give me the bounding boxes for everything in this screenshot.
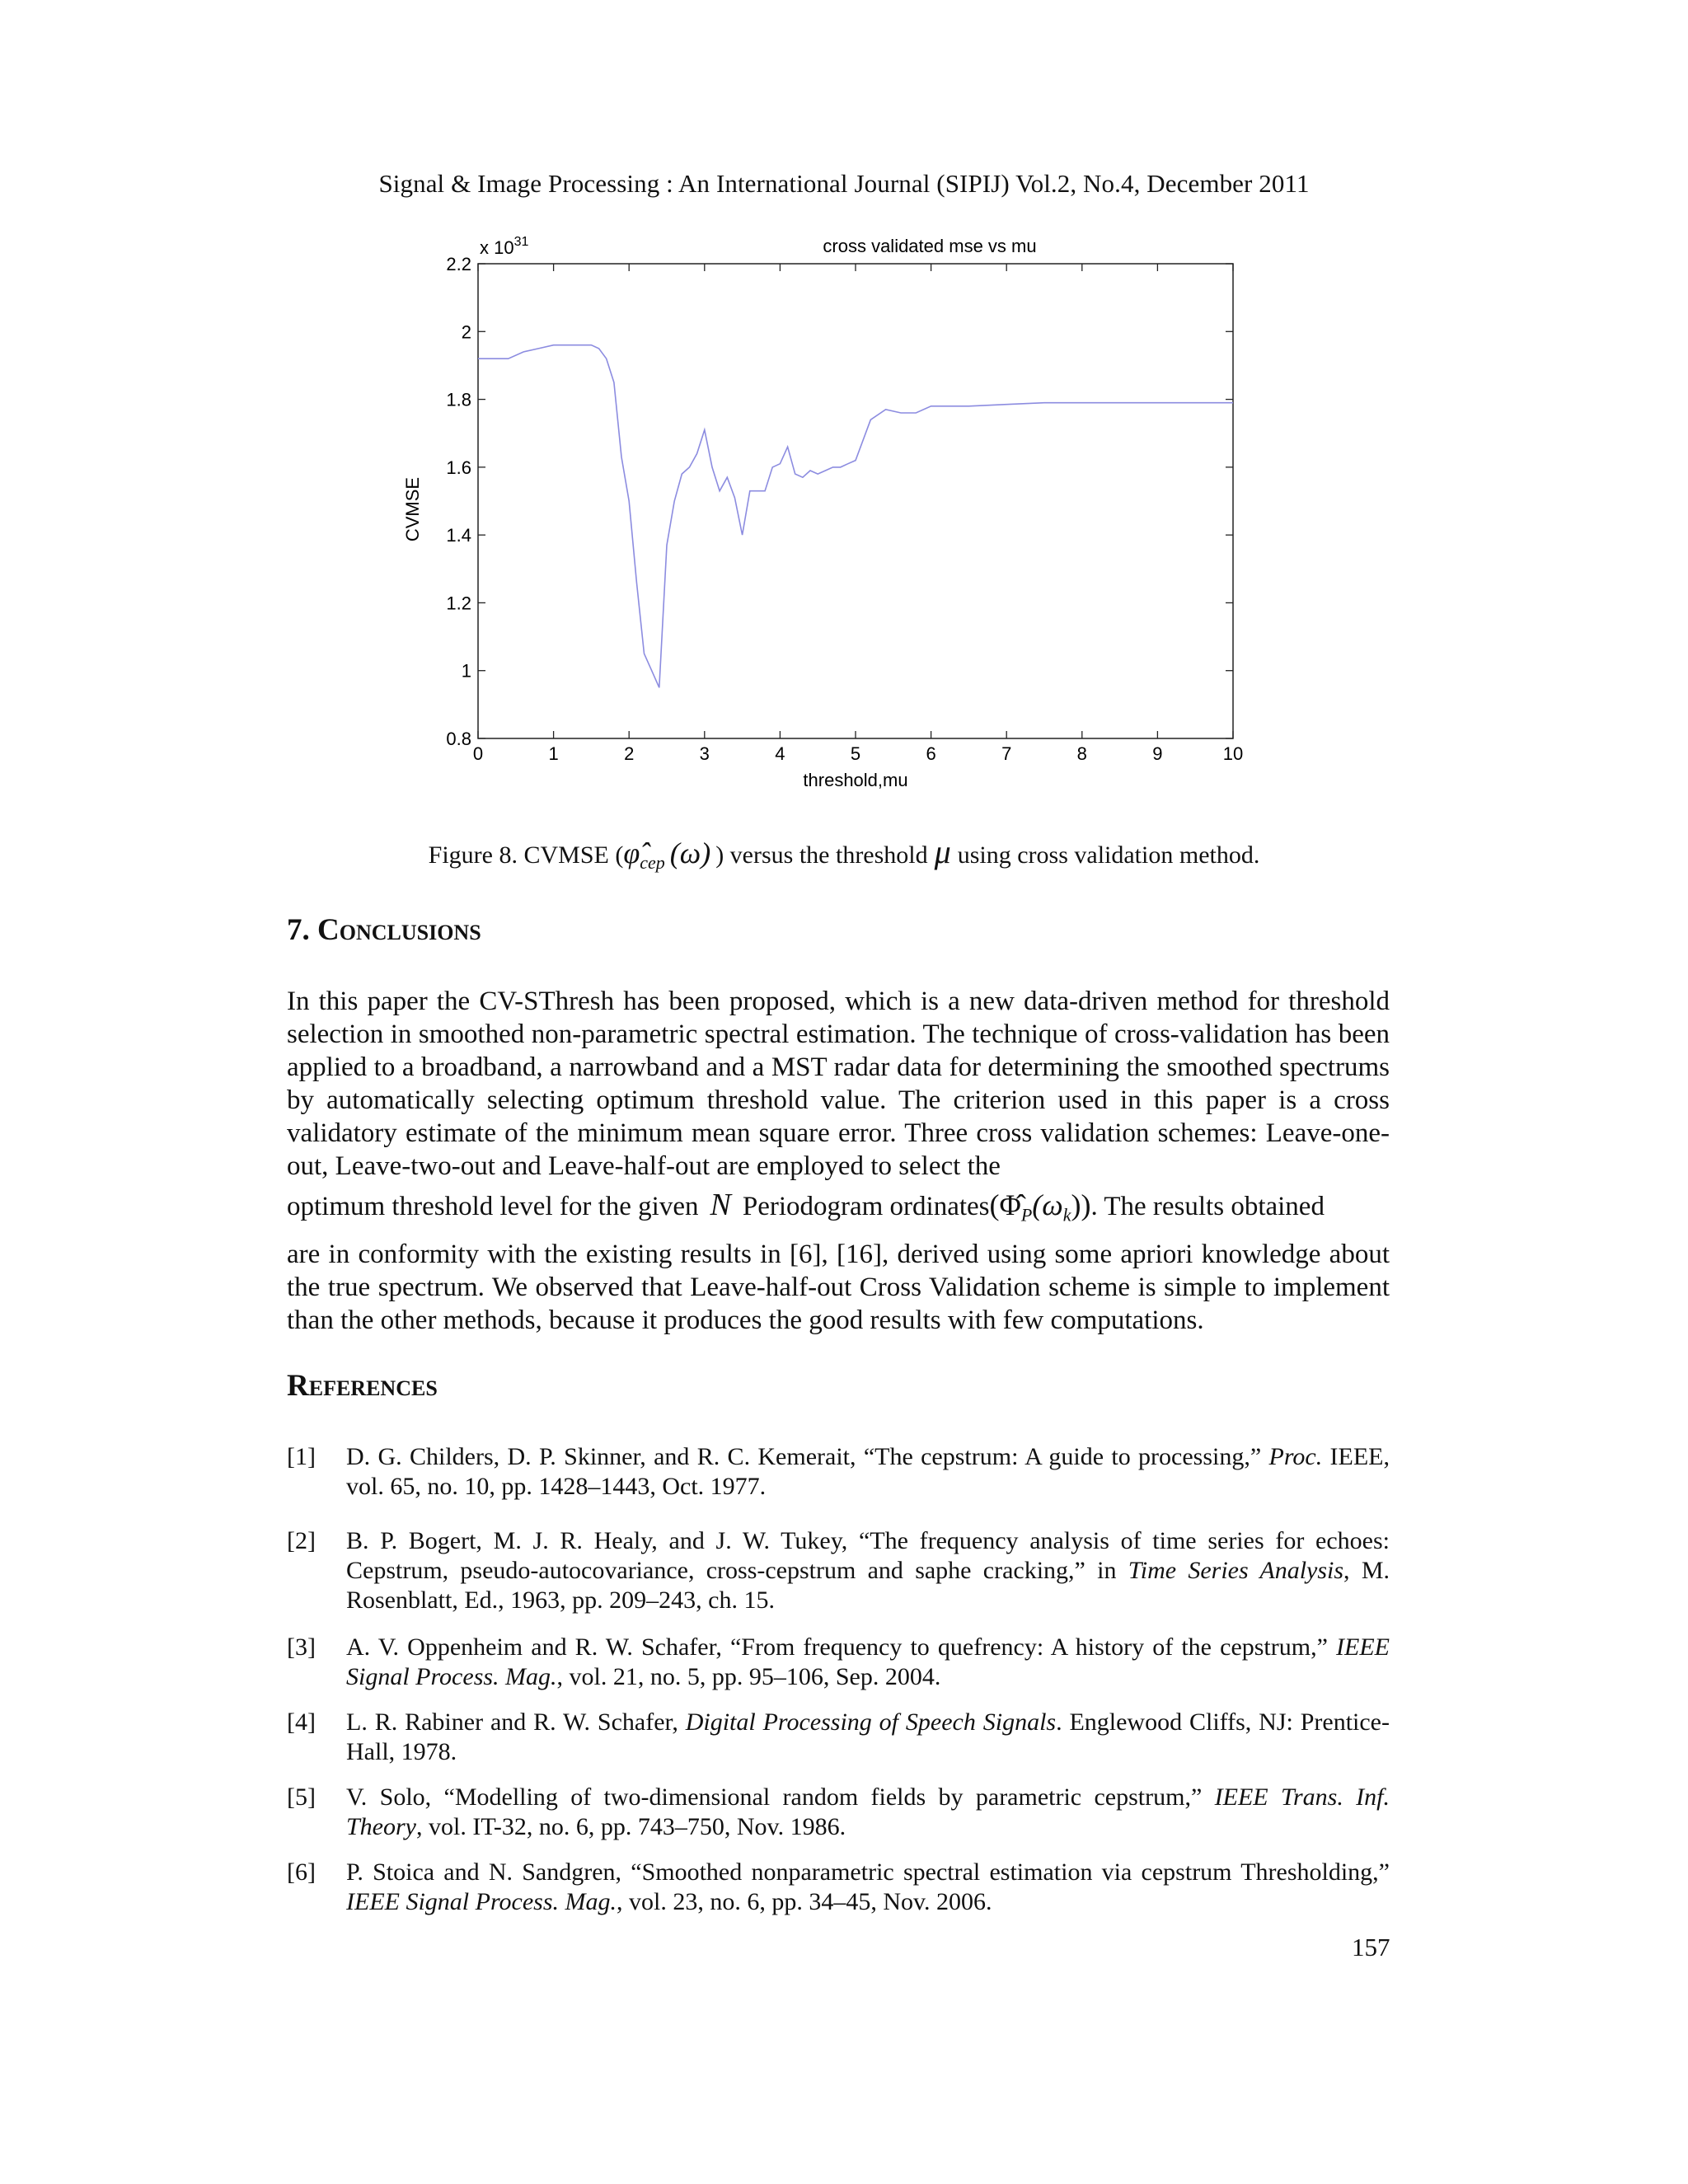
reference-text-b: , M. Rosenblatt, Ed., 1963, pp. 209–243, ch. 15.: [346, 1557, 1390, 1614]
conclusions-close: )): [1071, 1188, 1091, 1221]
figure-caption: [0, 832, 1688, 874]
reference-item: [287, 1858, 1390, 1917]
y-multiplier: [480, 235, 528, 258]
reference-item: [287, 1442, 1390, 1502]
x-axis-label: threshold,mu: [803, 770, 908, 790]
y-axis-label: CVMSE: [402, 476, 423, 542]
reference-text-a: V. Solo, “Modelling of two-dimensional random fields by parametric cepstrum,”: [346, 1783, 1215, 1811]
caption-phi: φ̂: [623, 837, 640, 869]
series-line: [478, 345, 1233, 688]
x-tick-label: 6: [926, 743, 936, 764]
conclusions-text-line-math: [287, 1183, 1390, 1238]
reference-number: [6]: [287, 1858, 316, 1886]
reference-text: [346, 1708, 1390, 1767]
x-tick-label: 4: [775, 743, 785, 764]
reference-text-a: L. R. Rabiner and R. W. Schafer,: [346, 1708, 686, 1736]
caption-phi-sub: cep: [640, 852, 665, 873]
conclusions-text-part3: are in conformity with the existing results in [6], [16], derived using some apriori knowledge about the true spectrum. We observed that Leave-half-out Cross Validation scheme is simple to implement than the other methods, because it produces the good results with few computations.: [287, 1239, 1390, 1335]
caption-prefix: Figure 8. CVMSE (: [428, 841, 624, 869]
x-tick-label: 10: [1222, 743, 1244, 764]
reference-text-a: A. V. Oppenheim and R. W. Schafer, “From frequency to quefrency: A history of the cepstrum,”: [346, 1633, 1337, 1661]
reference-text-italic: IEEE Trans. Inf. Theory: [346, 1783, 1390, 1840]
reference-text-b: . Englewood Cliffs, NJ: Prentice-Hall, 1978.: [346, 1708, 1390, 1765]
chart-svg: [387, 224, 1261, 818]
reference-item: [287, 1783, 1390, 1842]
plot-frame: [478, 264, 1233, 738]
x-tick-label: 1: [548, 743, 559, 764]
x-tick-label: 8: [1076, 743, 1087, 764]
reference-text-italic: Proc.: [1268, 1443, 1323, 1470]
figure-8-chart: [387, 224, 1261, 818]
page-number: 157: [1352, 1933, 1390, 1961]
x-tick-label: 0: [472, 743, 484, 764]
conclusions-heading: [287, 912, 481, 948]
reference-text-b: , vol. 23, no. 6, pp. 34–45, Nov. 2006.: [617, 1888, 992, 1915]
reference-text-b: , vol. IT-32, no. 6, pp. 743–750, Nov. 1986.: [416, 1813, 846, 1840]
y-multiplier-base: x 10: [480, 237, 514, 258]
reference-text-b: , vol. 21, no. 5, pp. 95–106, Sep. 2004.: [556, 1663, 941, 1690]
reference-number: [2]: [287, 1527, 316, 1554]
y-tick-label: 2: [461, 321, 471, 343]
reference-number: [1]: [287, 1443, 316, 1470]
reference-text-italic: IEEE Signal Process. Mag.: [346, 1633, 1390, 1690]
reference-number: [5]: [287, 1783, 316, 1811]
reference-text: [346, 1442, 1390, 1502]
y-tick-label: 2.2: [446, 254, 471, 274]
x-tick-label: 9: [1152, 743, 1163, 764]
conclusions-text-part2b: Periodogram ordinates: [742, 1192, 990, 1221]
conclusions-heading-rest: onclusions: [339, 913, 481, 947]
x-tick-label: 2: [624, 743, 635, 764]
conclusions-phi-sub: P: [1020, 1204, 1033, 1226]
x-tick-label: 3: [699, 743, 710, 764]
reference-number: [4]: [287, 1708, 316, 1736]
y-multiplier-exponent: 31: [513, 235, 529, 249]
reference-text-italic: Time Series Analysis: [1128, 1557, 1344, 1584]
references-heading: [287, 1368, 438, 1404]
y-tick-labels: [446, 254, 471, 749]
y-tick-label: 1.2: [446, 593, 471, 614]
y-tick-label: 0.8: [446, 729, 471, 749]
reference-item: [287, 1633, 1390, 1692]
reference-text: [346, 1633, 1390, 1692]
caption-suffix: using cross validation method.: [957, 841, 1260, 869]
conclusions-heading-num: 7.: [287, 913, 310, 947]
conclusions-text-part2a: optimum threshold level for the given: [287, 1192, 699, 1221]
reference-text-a: P. Stoica and N. Sandgren, “Smoothed nonparametric spectral estimation via cepstrum Thresholding,”: [346, 1858, 1390, 1886]
reference-item: [287, 1708, 1390, 1767]
reference-text-a: B. P. Bogert, M. J. R. Healy, and J. W. Tukey, “The frequency analysis of time series for echoes: Cepstrum, pseudo-autocovariance, cross-cepstrum and saphe cracking,” in: [346, 1527, 1390, 1584]
x-tick-label: 7: [1001, 743, 1012, 764]
reference-text-a: D. G. Childers, D. P. Skinner, and R. C. Kemerait, “The cepstrum: A guide to processing,”: [346, 1443, 1269, 1470]
conclusions-omega: (ω: [1032, 1188, 1063, 1221]
reference-text: [346, 1526, 1390, 1615]
conclusions-paragraph: [287, 985, 1390, 1337]
reference-item: [287, 1526, 1390, 1615]
conclusions-omega-sub: k: [1062, 1204, 1071, 1226]
references-heading-first: R: [287, 1369, 309, 1403]
conclusions-phi: (Φ̂: [989, 1188, 1021, 1221]
conclusions-heading-first: C: [317, 913, 340, 947]
reference-text: [346, 1858, 1390, 1917]
reference-text-b: IEEE, vol. 65, no. 10, pp. 1428–1443, Oct. 1977.: [346, 1443, 1390, 1500]
reference-number: [3]: [287, 1633, 316, 1661]
y-tick-label: 1.6: [446, 457, 471, 478]
x-tick-label: 5: [850, 743, 861, 764]
caption-mu: μ: [934, 833, 951, 870]
caption-mid: ) versus the threshold: [715, 841, 928, 869]
axis-ticks: [478, 264, 1233, 738]
reference-text: [346, 1783, 1390, 1842]
conclusions-N: N: [710, 1188, 731, 1222]
y-tick-label: 1.4: [446, 525, 471, 546]
reference-text-italic: IEEE Signal Process. Mag.: [346, 1888, 617, 1915]
references-heading-rest: eferences: [308, 1369, 438, 1403]
x-tick-labels: [473, 743, 1243, 764]
running-header: Signal & Image Processing : An International Journal (SIPIJ) Vol.2, No.4, December 2011: [378, 169, 1310, 198]
y-tick-label: 1: [461, 660, 471, 682]
conclusions-text-part1: In this paper the CV-SThresh has been proposed, which is a new data-driven method for threshold selection in smoothed non-parametric spectral estimation. The technique of cross-validation has been applied to a broadband, a narrowband and a MST radar data for determining the smoothed spectrums by automatically selecting optimum threshold value. The criterion used in this paper is a cross validatory estimate of the minimum mean square error. Three cross validation schemes: Leave-one-out, Leave-two-out and Leave-half-out are employed to select the: [287, 987, 1390, 1181]
chart-title: cross validated mse vs mu: [823, 236, 1037, 256]
y-tick-label: 1.8: [446, 389, 471, 410]
caption-omega: (ω): [669, 837, 711, 869]
conclusions-text-part2c: . The results obtained: [1090, 1192, 1325, 1221]
reference-text-italic: Digital Processing of Speech Signals: [685, 1708, 1057, 1736]
